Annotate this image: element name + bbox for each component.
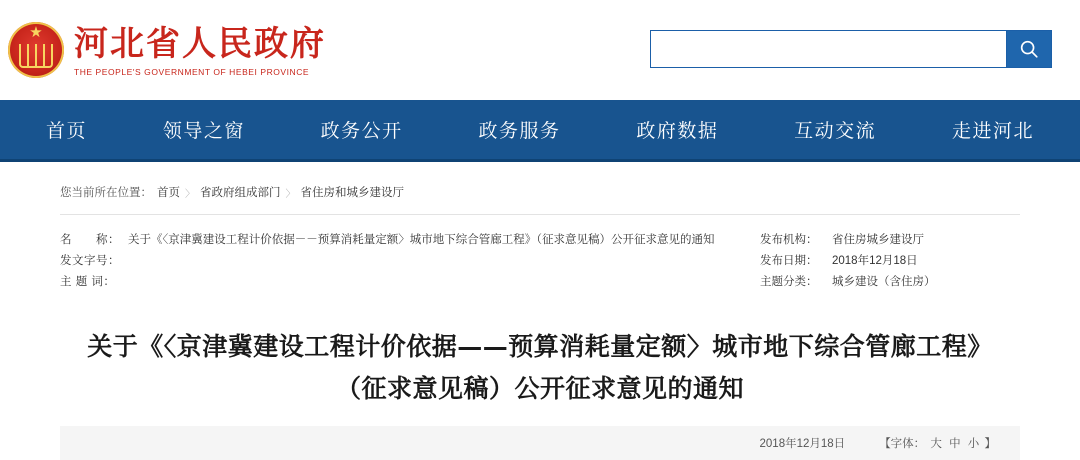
brand-text [74,23,326,76]
font-size-small-button[interactable]: 小 [967,438,980,450]
document-date: 2018年12月18日 [759,438,846,450]
metadata-row-category [760,273,1020,292]
metadata-key: 发文字号： [60,255,120,267]
breadcrumb-item-home[interactable]: 首页 [157,187,180,199]
breadcrumb-label: 您当前所在位置： [60,187,152,199]
breadcrumb-separator-icon: 〉 [285,188,296,200]
metadata-row-name [60,231,740,250]
breadcrumb [60,162,1020,215]
national-emblem-icon [8,22,64,78]
brand-title-cn: 河北省人民政府 [74,24,326,65]
metadata-key: 名 称： [60,234,120,246]
metadata-row-document-number [60,252,740,271]
search-input[interactable] [650,30,1006,68]
metadata-right-column [760,231,1020,294]
nav-item-about-hebei[interactable]: 走进河北 [951,120,1034,142]
search-button[interactable] [1006,30,1052,68]
metadata-value: 省住房城乡建设厅 [832,234,924,246]
search-bar[interactable] [650,30,1052,68]
metadata-key: 主 题 词： [60,276,116,288]
metadata-key: 发布日期： [760,255,818,267]
font-size-label-close: 】 [984,438,996,450]
metadata-row-publish-date [760,252,1020,271]
metadata-left-column [60,231,740,294]
font-size-label: 【字体： [879,438,926,450]
metadata-key: 主题分类： [760,276,818,288]
metadata-row-publisher [760,231,1020,250]
nav-item-home[interactable]: 首页 [46,120,88,142]
breadcrumb-item-departments[interactable]: 省政府组成部门 [200,187,281,199]
font-size-large-button[interactable]: 大 [930,438,942,450]
metadata-value: 城乡建设（含住房） [832,276,936,288]
breadcrumb-separator-icon: 〉 [185,188,195,200]
font-size-medium-button[interactable]: 中 [949,438,961,450]
nav-item-interaction[interactable]: 互动交流 [794,120,877,142]
search-icon [1018,38,1040,60]
nav-item-government-services[interactable]: 政务服务 [478,120,561,142]
main-navigation [0,100,1080,162]
brand-title-en: THE PEOPLE'S GOVERNMENT OF HEBEI PROVINCE [74,66,310,77]
breadcrumb-item-housing-department[interactable]: 省住房和城乡建设厅 [300,187,404,199]
site-logo[interactable] [0,22,326,78]
metadata-key: 发布机构： [760,234,818,246]
document-toolbar [60,426,1020,460]
metadata-value: 2018年12月18日 [832,255,918,267]
nav-item-leaders[interactable]: 领导之窗 [162,120,245,142]
site-header [0,0,1080,100]
nav-item-government-affairs[interactable]: 政务公开 [320,120,403,142]
nav-item-government-data[interactable]: 政府数据 [636,120,719,142]
metadata-row-subject-words [60,273,740,292]
document-title: 关于《〈京津冀建设工程计价依据——预算消耗量定额〉城市地下综合管廊工程》（征求意见稿）公开征求意见的通知 [87,332,993,403]
metadata-value: 关于《〈京津冀建设工程计价依据－－预算消耗量定额〉城市地下综合管廊工程》（征求意见稿）公开征求意见的通知 [128,234,715,246]
document-metadata [60,215,1020,304]
page-content [0,162,1080,460]
